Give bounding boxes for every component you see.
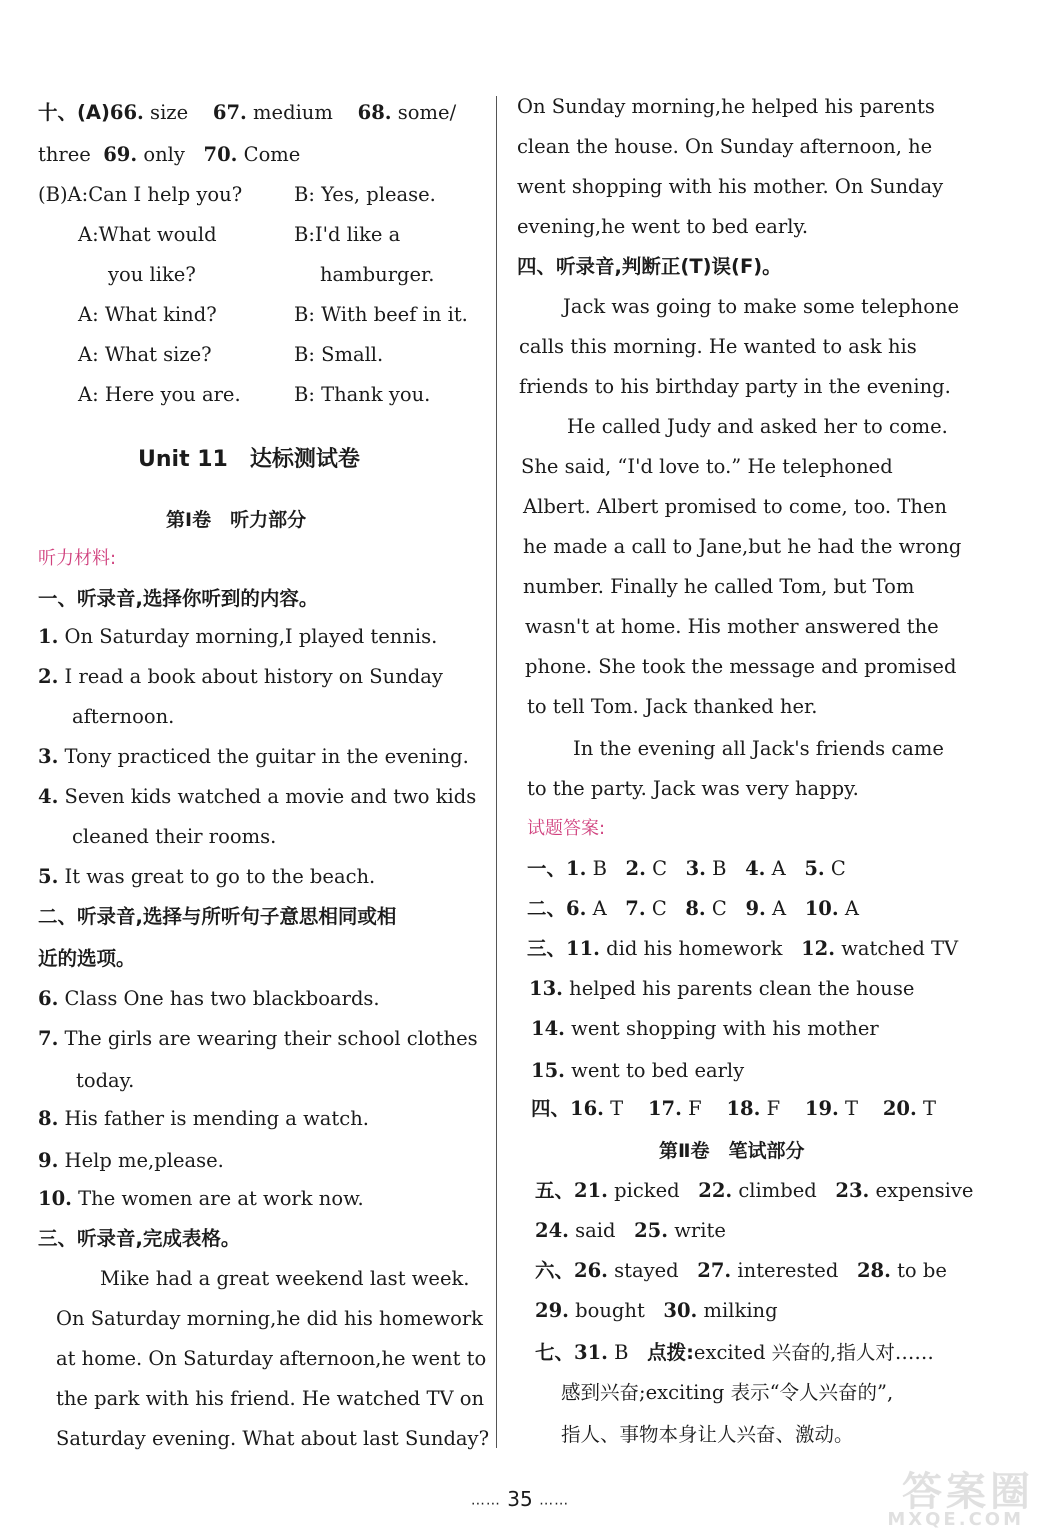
column-divider: [496, 96, 497, 1448]
answer-row-6: 六、26. stayed 27. interested 28. to be: [535, 1259, 947, 1282]
dialog-line: A:What would: [78, 223, 217, 246]
passage-line: clean the house. On Sunday afternoon, he: [517, 135, 933, 158]
list-item: 8. His father is mending a watch.: [38, 1107, 369, 1130]
material-label: 听力材料:: [38, 548, 117, 569]
q1-heading: 一、听录音,选择你听到的内容。: [38, 587, 319, 610]
passage-line: evening,he went to bed early.: [517, 215, 809, 238]
answer-row-3: 14. went shopping with his mother: [531, 1017, 879, 1040]
passage-line: the park with his friend. He watched TV on: [56, 1387, 485, 1410]
list-item: 4. Seven kids watched a movie and two kids: [38, 785, 477, 808]
q3-heading: 三、听录音,完成表格。: [38, 1227, 241, 1250]
answer-label: 试题答案:: [527, 818, 606, 839]
answer-line-s10-2: three 69. only 70. Come: [38, 143, 301, 166]
dialog-line: A: What kind?: [78, 303, 217, 326]
passage-line: He called Judy and asked her to come.: [567, 415, 948, 438]
dialog-line: (B)A:Can I help you?: [38, 183, 243, 206]
list-item: 9. Help me,please.: [38, 1149, 224, 1172]
list-item: 2. I read a book about history on Sunday: [38, 665, 443, 688]
q2-heading: 近的选项。: [38, 947, 136, 970]
passage-line: On Saturday morning,he did his homework: [56, 1307, 483, 1330]
dialog-line: B: Thank you.: [294, 383, 431, 406]
answer-row-7: 指人、事物本身让人兴奋、激动。: [561, 1423, 854, 1446]
list-item: 10. The women are at work now.: [38, 1187, 364, 1210]
passage-line: number. Finally he called Tom, but Tom: [523, 575, 915, 598]
dialog-line: B: With beef in it.: [294, 303, 468, 326]
passage-line: She said, “I'd love to.” He telephoned: [521, 455, 893, 478]
dialog-line: B: Small.: [294, 343, 384, 366]
dialog-line: A: Here you are.: [78, 383, 241, 406]
answer-row-7: 感到兴奋;exciting 表示“令人兴奋的”,: [561, 1381, 894, 1404]
passage-line: went shopping with his mother. On Sunday: [517, 175, 944, 198]
dialog-line: A: What size?: [78, 343, 212, 366]
dialog-line: B:I'd like a: [294, 223, 401, 246]
answer-row-5: 24. said 25. write: [535, 1219, 726, 1242]
dialog-line: B: Yes, please.: [294, 183, 436, 206]
passage-line: Albert. Albert promised to come, too. Then: [523, 495, 947, 518]
answer-row-1: 一、1. B 2. C 3. B 4. A 5. C: [527, 857, 846, 880]
page-number: …… 35 ……: [470, 1487, 570, 1511]
passage-line: Jack was going to make some telephone: [563, 295, 960, 318]
passage-line: he made a call to Jane,but he had the wrong: [523, 535, 962, 558]
passage-line: In the evening all Jack's friends came: [573, 737, 944, 760]
passage-line: wasn't at home. His mother answered the: [525, 615, 939, 638]
q2-heading: 二、听录音,选择与所听句子意思相同或相: [38, 905, 397, 928]
answer-row-3: 15. went to bed early: [531, 1059, 745, 1082]
passage-line: to the party. Jack was very happy.: [527, 777, 859, 800]
list-item: today.: [76, 1069, 135, 1092]
passage-line: friends to his birthday party in the evening.: [519, 375, 951, 398]
dialog-line: hamburger.: [320, 263, 435, 286]
list-item: 1. On Saturday morning,I played tennis.: [38, 625, 438, 648]
list-item: cleaned their rooms.: [72, 825, 277, 848]
list-item: 5. It was great to go to the beach.: [38, 865, 376, 888]
answer-row-7: 七、31. B 点拨:excited 兴奋的,指人对……: [535, 1341, 934, 1364]
answer-row-2: 二、6. A 7. C 8. C 9. A 10. A: [527, 897, 859, 920]
passage-line: On Sunday morning,he helped his parents: [517, 95, 935, 118]
watermark-logo: 答案圈 MXQE.COM: [887, 1469, 1034, 1530]
q4-heading: 四、听录音,判断正(T)误(F)。: [517, 255, 782, 278]
passage-line: at home. On Saturday afternoon,he went to: [56, 1347, 487, 1370]
list-item: 3. Tony practiced the guitar in the evening.: [38, 745, 469, 768]
answer-row-5: 五、21. picked 22. climbed 23. expensive: [535, 1179, 974, 1202]
passage-line: to tell Tom. Jack thanked her.: [527, 695, 818, 718]
answer-line-s10-1: 十、(A)66. size 67. medium 68. some/: [38, 101, 457, 124]
passage-line: Mike had a great weekend last week.: [100, 1267, 470, 1290]
part1-title: 第Ⅰ卷 听力部分: [166, 509, 307, 531]
passage-line: calls this morning. He wanted to ask his: [519, 335, 917, 358]
passage-line: phone. She took the message and promised: [525, 655, 957, 678]
answer-row-3: 13. helped his parents clean the house: [529, 977, 915, 1000]
unit-title: Unit 11 达标测试卷: [138, 447, 360, 472]
dialog-line: you like?: [108, 263, 196, 286]
list-item: 7. The girls are wearing their school clothes: [38, 1027, 478, 1050]
part2-title: 第Ⅱ卷 笔试部分: [659, 1140, 805, 1162]
answer-row-6: 29. bought 30. milking: [535, 1299, 778, 1322]
answer-row-4: 四、16. T 17. F 18. F 19. T 20. T: [531, 1097, 937, 1120]
answer-row-3: 三、11. did his homework 12. watched TV: [527, 937, 959, 960]
list-item: afternoon.: [72, 705, 175, 728]
passage-line: Saturday evening. What about last Sunday?: [56, 1427, 490, 1450]
list-item: 6. Class One has two blackboards.: [38, 987, 380, 1010]
